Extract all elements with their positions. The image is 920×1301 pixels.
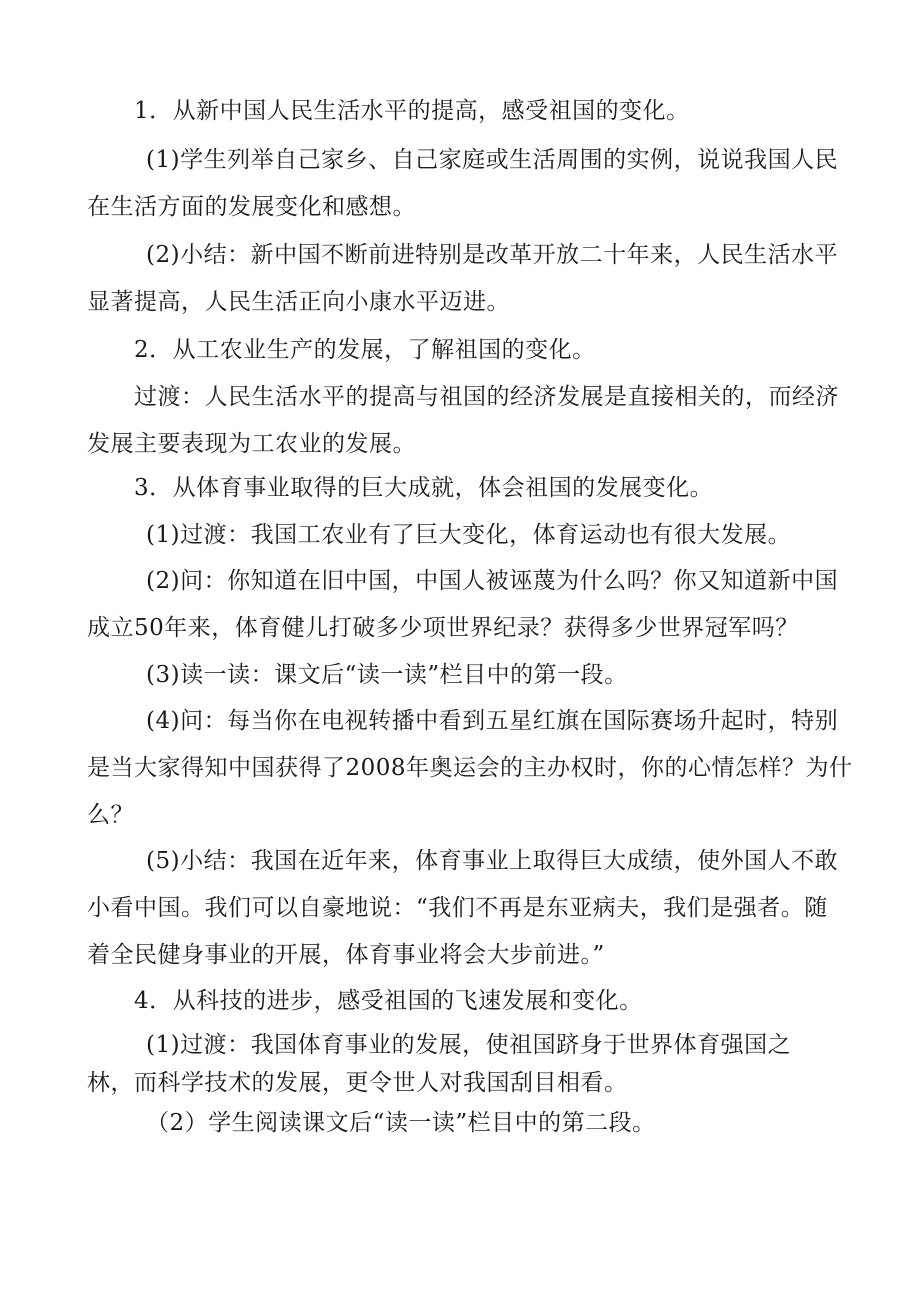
- heading-1: [134, 88, 690, 135]
- text-line: 着全民健身事业的开展，体育事业将会大步前进。”: [87, 942, 605, 968]
- text-line: 小看中国。我们可以自豪地说：“我们不再是东亚病夫，我们是强者。随: [87, 895, 828, 921]
- text-line: 2．从工农业生产的发展，了解祖国的变化。: [134, 337, 596, 363]
- paragraph-3-4: [87, 698, 853, 839]
- heading-2: [134, 327, 596, 374]
- paragraph-3-5: [87, 838, 839, 979]
- text-line: 在生活方面的发展变化和感想。: [87, 194, 416, 220]
- heading-4: [134, 978, 643, 1025]
- text-line: 显著提高，人民生活正向小康水平迈进。: [87, 289, 510, 315]
- text-line: (1)学生列举自己家乡、自己家庭或生活周围的实例，说说我国人民: [146, 147, 839, 173]
- text-line: 成立50年来，体育健儿打破多少项世界纪录？获得多少世界冠军吗？: [87, 615, 799, 641]
- text-line: （2）学生阅读课文后“读一读”栏目中的第二段。: [146, 1110, 656, 1136]
- text-line: (2)问：你知道在旧中国，中国人被诬蔑为什么吗？你又知道新中国: [146, 568, 839, 594]
- text-line: 是当大家得知中国获得了2008年奥运会的主办权时，你的心情怎样？为什: [87, 755, 853, 781]
- paragraph-4-2: [146, 1100, 656, 1147]
- paragraph-3-1: [146, 512, 791, 559]
- text-line: 4．从科技的进步，感受祖国的飞速发展和变化。: [134, 988, 643, 1014]
- text-line: 1．从新中国人民生活水平的提高，感受祖国的变化。: [134, 98, 690, 124]
- text-line: (3)读一读：课文后“读一读”栏目中的第一段。: [146, 662, 628, 688]
- paragraph-1-2: [87, 232, 839, 326]
- text-line: (4)问：每当你在电视转播中看到五星红旗在国际赛场升起时，特别: [146, 708, 839, 734]
- paragraph-1-1: [87, 137, 839, 231]
- text-line: 林，而科学技术的发展，更令世人对我国刮目相看。: [87, 1070, 628, 1096]
- paragraph-4-1: [87, 1026, 792, 1102]
- paragraph-3-2: [87, 558, 839, 652]
- text-line: 发展主要表现为工农业的发展。: [87, 431, 416, 457]
- text-line: 3．从体育事业取得的巨大成就，体会祖国的发展变化。: [134, 475, 714, 501]
- text-line: (2)小结：新中国不断前进特别是改革开放二十年来，人民生活水平: [146, 242, 839, 268]
- text-line: (1)过渡：我国体育事业的发展，使祖国跻身于世界体育强国之: [146, 1032, 792, 1058]
- text-line: 过渡：人民生活水平的提高与祖国的经济发展是直接相关的，而经济: [134, 384, 839, 410]
- text-line: (5)小结：我国在近年来，体育事业上取得巨大成绩，使外国人不敢: [146, 848, 839, 874]
- text-line: 么？: [87, 802, 134, 828]
- paragraph-3-3: [146, 652, 628, 699]
- text-line: (1)过渡：我国工农业有了巨大变化，体育运动也有很大发展。: [146, 522, 792, 548]
- heading-3: [134, 465, 713, 512]
- paragraph-2-transition: [87, 374, 839, 468]
